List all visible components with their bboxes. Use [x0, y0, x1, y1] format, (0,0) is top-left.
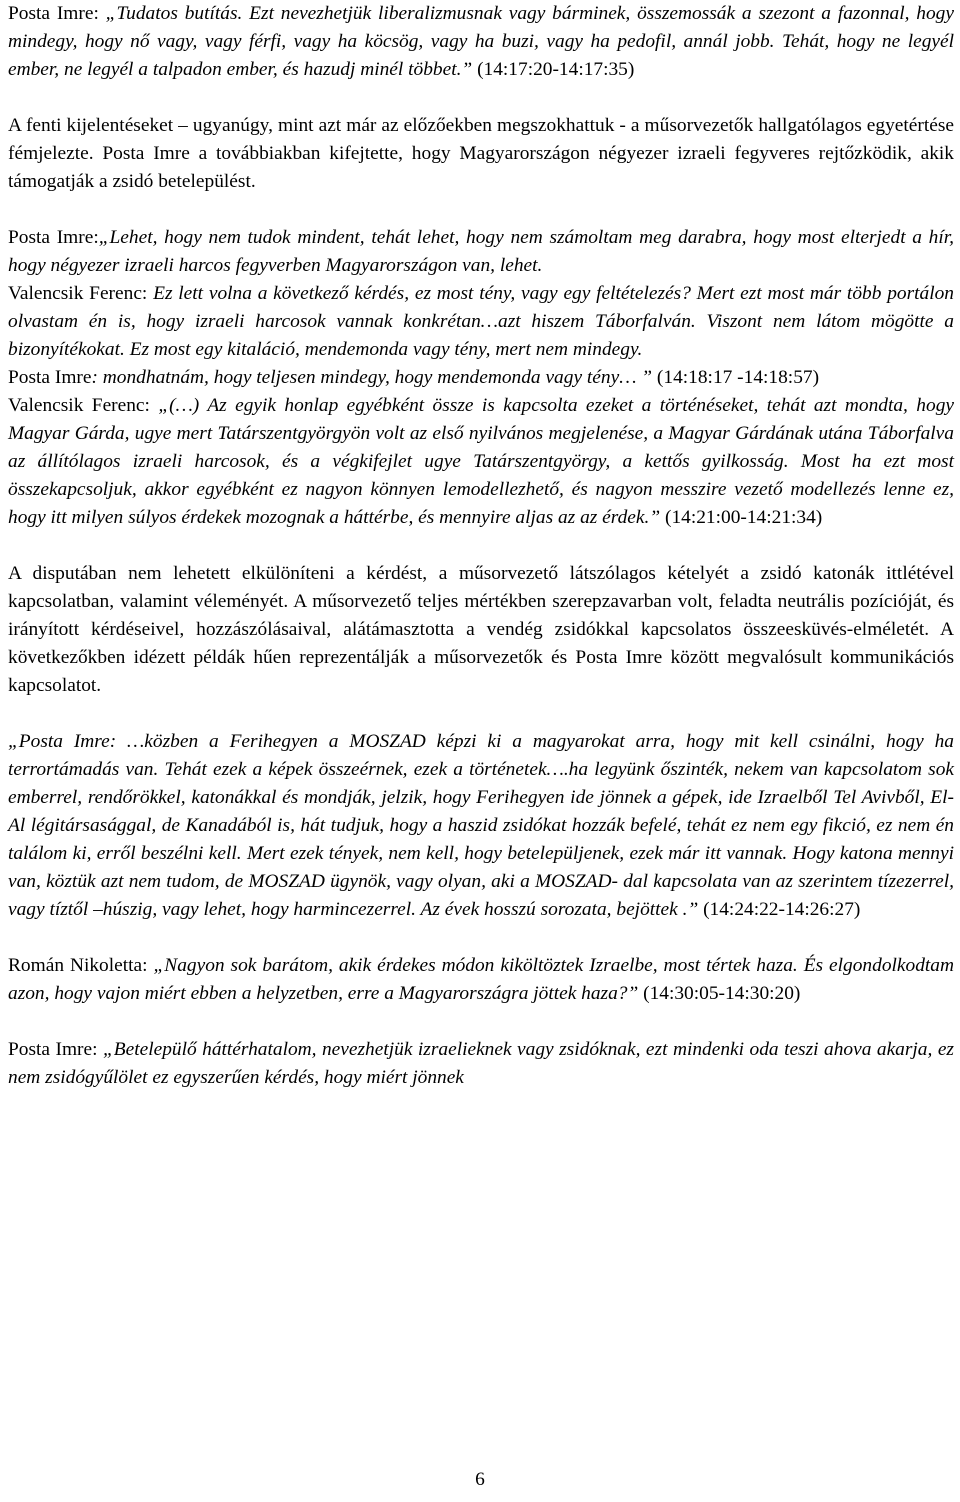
paragraph — [8, 280, 954, 364]
paragraph — [8, 1036, 954, 1092]
document-body — [8, 0, 954, 1092]
text-run: (14:17:20-14:17:35) — [472, 59, 635, 80]
text-run: Román Nikoletta: — [8, 955, 154, 976]
text-run: Posta Imre: — [8, 1039, 103, 1060]
text-run: Valencsik Ferenc: — [8, 395, 159, 416]
paragraph — [8, 224, 954, 280]
paragraph — [8, 364, 954, 392]
paragraph — [8, 728, 954, 924]
quote-text: Ez lett volna a következő kérdés, ez most tény, vagy egy feltételezés? Mert ezt most már több portálon olvastam én is, hogy izraeli harcosok vannak konkrétan…azt hiszem Táborfalván. Viszont nem látom mögötte a bizonyítékokat. Ez most egy kitaláció, mendemonda vagy tény, mert nem mindegy. — [8, 283, 954, 360]
text-run: Valencsik Ferenc: — [8, 283, 154, 304]
text-run: (14:18:17 -14:18:57) — [652, 367, 820, 388]
text-run: (14:21:00-14:21:34) — [660, 507, 823, 528]
quote-text: „Lehet, hogy nem tudok mindent, tehát lehet, hogy nem számoltam meg darabra, hogy most elterjedt a hír, hogy négyezer izraeli harcos fegyverben Magyarországon van, lehet. — [8, 227, 955, 276]
quote-text: „Posta Imre: …közben a Ferihegyen a MOSZAD képzi ki a magyarokat arra, hogy mit kell csinálni, hogy ha terrortámadás van. Tehát ezek a képek összeérnek, ezek a történetek….ha legyünk őszinték, nekem van kapcsolatom sok emberrel, rendőrökkel, katonákkal és mondják, jelzik, hogy Ferihegyen ide jönnek a gépek, ide Izraelből Tel Avivből, El-Al légitársasággal, de Kanadából is, hát tudjuk, hogy a haszid zsidókat hozzák befelé, tehát ez nem egy fikció, ez nem én találom ki, erről beszélni kell. Mert ezek tények, nem kell, hogy betelepüljenek, ezek már itt vannak. Hogy katona mennyi van, köztük azt nem tudom, de MOSZAD ügynök, vagy olyan, aki a MOSZAD- dal kapcsolata van az szerintem tízezerrel, vagy tíztől –húszig, vagy lehet, hogy harmincezerrel. Az évek hosszú sorozata, bejöttek .” — [8, 731, 954, 920]
text-run: Posta Imre: — [8, 227, 99, 248]
quote-text: „Betelepülő háttérhatalom, nevezhetjük izraelieknek vagy zsidóknak, ezt mindenki oda teszi ahova akarja, ez nem zsidógyűlölet ez egyszerűen kérdés, hogy miért jönnek — [8, 1039, 954, 1088]
text-run: (14:30:05-14:30:20) — [638, 983, 801, 1004]
paragraph — [8, 560, 954, 700]
quote-text: „(…) Az egyik honlap egyébként össze is kapcsolta ezeket a történéseket, tehát azt mondta, hogy Magyar Gárda, ugye mert Tatárszentgyörgyön volt az első nyilvános megjelenése, a Magyar Gárdának utána Táborfalva az állítólagos izraeli harcosok, és a végkifejlet ugye Tatárszentgyörgy, a kettős gyilkosság. Most ha ezt most összekapcsoljuk, akkor egyébként ez nagyon könnyen lemodellezhető, és nagyon messzire vezető modellezés lenne ez, hogy itt milyen súlyos érdekek mozognak a háttérbe, és mennyire aljas az az érdek.” — [8, 395, 954, 528]
paragraph — [8, 0, 954, 84]
text-run: A disputában nem lehetett elkülöníteni a kérdést, a műsorvezető látszólagos kételyét a zsidó katonák ittlétével kapcsolatban, valamint véleményét. A műsorvezető teljes mértékben szerepzavarban volt, feladta neutrális pozícióját, és irányított kérdéseivel, hozzászólásaival, alátámasztotta a vendég zsidókkal kapcsolatos összeesküvés-elméletét. A következőkben idézett példák hűen reprezentálják a műsorvezetők és Posta Imre között megvalósult kommunikációs kapcsolatot. — [8, 563, 954, 696]
quote-text: „Nagyon sok barátom, akik érdekes módon kiköltöztek Izraelbe, most tértek haza. És elgondolkodtam azon, hogy vajon miért ebben a helyzetben, erre a Magyarországra jöttek haza?” — [8, 955, 954, 1004]
text-run: A fenti kijelentéseket – ugyanúgy, mint azt már az előzőekben megszokhattuk - a műsorvezetők hallgatólagos egyetértése fémjelezte. Posta Imre a továbbiakban kifejtette, hogy Magyarországon négyezer izraeli fegyveres rejtőzködik, akik támogatják a zsidó betelepülést. — [8, 115, 954, 192]
paragraph — [8, 112, 954, 196]
page-number: 6 — [475, 1469, 485, 1490]
text-run: (14:24:22-14:26:27) — [698, 899, 861, 920]
paragraph — [8, 392, 954, 532]
paragraph — [8, 952, 954, 1008]
quote-text: „Tudatos butítás. Ezt nevezhetjük liberalizmusnak vagy bárminek, összemossák a szezont a fazonnal, hogy mindegy, hogy nő vagy, vagy férfi, vagy ha köcsög, vagy ha buzi, vagy ha pedofil, annál jobb. Tehát, hogy ne legyél ember, ne legyél a talpadon ember, és hazudj minél többet.” — [8, 3, 954, 80]
text-run: Posta Imre: — [8, 3, 106, 24]
text-run: Posta Imre — [8, 367, 92, 388]
quote-text: : mondhatnám, hogy teljesen mindegy, hogy mendemonda vagy tény… ” — [91, 367, 653, 388]
